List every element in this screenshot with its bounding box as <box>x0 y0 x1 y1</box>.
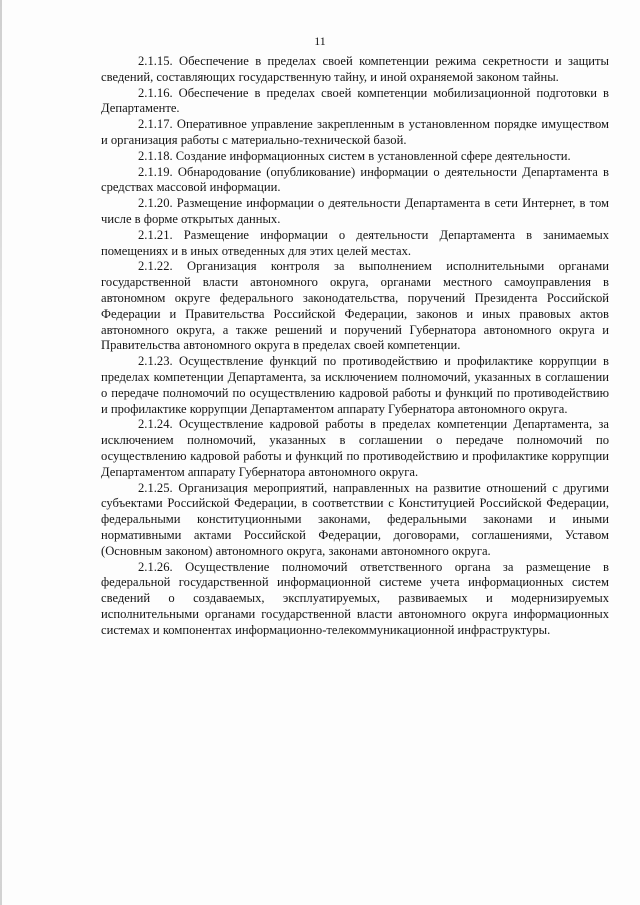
paragraph-2-1-25: 2.1.25. Организация мероприятий, направленных на развитие отношений с другими субъектами Российской Федерации, в соответствии с Конституцией Российской Федерации, федеральными конституционными законами, федеральными законами и иными нормативными актами Российской Федерации, договорами, соглашениями, Уставом (Основным законом) автономного округа, законами автономного округа. <box>101 480 609 558</box>
paragraph-2-1-26: 2.1.26. Осуществление полномочий ответственного органа за размещение в федеральной государственной информационной системе учета информационных систем сведений о создаваемых, эксплуатируемых, развиваемых и модернизируемых исполнительными органами государственной власти автономного округа информационных системах и компонентах информационно-телекоммуникационной инфраструктуры. <box>101 559 609 637</box>
paragraph-2-1-16: 2.1.16. Обеспечение в пределах своей компетенции мобилизационной подготовки в Департаменте. <box>101 85 609 116</box>
paragraph-2-1-18: 2.1.18. Создание информационных систем в установленной сфере деятельности. <box>138 148 571 163</box>
paragraph-2-1-22: 2.1.22. Организация контроля за выполнением исполнительными органами государственной власти автономного округа, органами местного самоуправления в автономном округе федерального законодательства, поручений Президента Российской Федерации и Правительства Российской Федерации, законов и иных правовых актов автономного округа, а также решений и поручений Губернатора автономного округа и Правительства автономного округа в пределах своей компетенции. <box>101 259 609 353</box>
paragraph-2-1-20: 2.1.20. Размещение информации о деятельности Департамента в сети Интернет, в том числе в форме открытых данных. <box>101 196 609 226</box>
paragraph-2-1-21: 2.1.21. Размещение информации о деятельности Департамента в занимаемых помещениях и в иных отведенных для этих целей местах. <box>101 227 609 258</box>
paragraph-2-1-19: 2.1.19. Обнародование (опубликование) информации о деятельности Департамента в средствах массовой информации. <box>101 164 609 195</box>
page-number: 11 <box>314 34 326 48</box>
scan-edge <box>0 0 2 905</box>
body-text <box>101 54 609 638</box>
paragraph-2-1-17: 2.1.17. Оперативное управление закрепленным в установленном порядке имуществом и организация работы с материально-технической базой. <box>101 117 609 147</box>
paragraph-2-1-23: 2.1.23. Осуществление функций по противодействию и профилактике коррупции в пределах компетенции Департамента, за исключением полномочий, указанных в соглашении о передаче полномочий по осуществлению кадровой работы и функций по противодействию и профилактике коррупции Департаментом аппарату Губернатора автономного округа. <box>101 354 609 416</box>
paragraph-2-1-24: 2.1.24. Осуществление кадровой работы в пределах компетенции Департамента, за исключением полномочий, указанных в соглашении о передаче полномочий по осуществлению кадровой работы и функций по противодействию и профилактике коррупции Департаментом аппарату Губернатора автономного округа. <box>101 417 609 479</box>
paragraph-2-1-15: 2.1.15. Обеспечение в пределах своей компетенции режима секретности и защиты сведений, составляющих государственную тайну, и иной охраняемой законом тайны. <box>101 54 609 84</box>
